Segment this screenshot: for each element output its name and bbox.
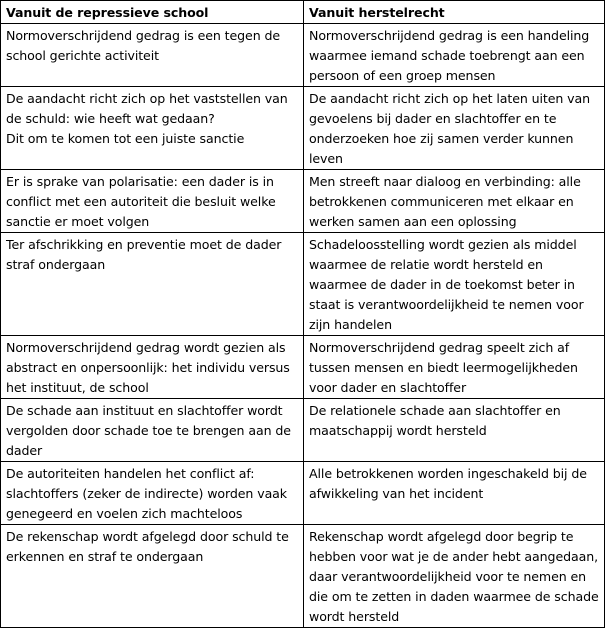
header-repressive: Vanuit de repressieve school [1, 1, 304, 24]
cell-restorative: De aandacht richt zich op het laten uiten van gevoelens bij dader en slachtoffer en te onderzoeken hoe zij samen verder kunnen leven [304, 87, 605, 170]
table-row [1, 336, 605, 399]
table-row [1, 233, 605, 336]
cell-restorative: Schadeloosstelling wordt gezien als middel waarmee de relatie wordt hersteld en waarmee de dader in de toekomst beter in staat is verantwoordelijkheid te nemen voor zijn handelen [304, 233, 605, 336]
cell-restorative: Alle betrokkenen worden ingeschakeld bij de afwikkeling van het incident [304, 462, 605, 525]
cell-repressive: Normoverschrijdend gedrag is een tegen de school gerichte activiteit [1, 24, 304, 87]
header-row [1, 1, 605, 24]
cell-repressive: De aandacht richt zich op het vaststellen van de schuld: wie heeft wat gedaan? Dit om te komen tot een juiste sanctie [1, 87, 304, 170]
table-row [1, 170, 605, 233]
header-restorative: Vanuit herstelrecht [304, 1, 605, 24]
cell-restorative: De relationele schade aan slachtoffer en maatschappij wordt hersteld [304, 399, 605, 462]
cell-repressive: De schade aan instituut en slachtoffer wordt vergolden door schade toe te brengen aan de dader [1, 399, 304, 462]
cell-repressive: Normoverschrijdend gedrag wordt gezien als abstract en onpersoonlijk: het individu versus het instituut, de school [1, 336, 304, 399]
table-row [1, 24, 605, 87]
cell-repressive: Er is sprake van polarisatie: een dader is in conflict met een autoriteit die besluit welke sanctie er moet volgen [1, 170, 304, 233]
table-row [1, 525, 605, 628]
table-row [1, 462, 605, 525]
cell-repressive: De rekenschap wordt afgelegd door schuld te erkennen en straf te ondergaan [1, 525, 304, 628]
cell-restorative: Men streeft naar dialoog en verbinding: alle betrokkenen communiceren met elkaar en werken samen aan een oplossing [304, 170, 605, 233]
cell-restorative: Normoverschrijdend gedrag speelt zich af tussen mensen en biedt leermogelijkheden voor dader en slachtoffer [304, 336, 605, 399]
cell-restorative: Rekenschap wordt afgelegd door begrip te hebben voor wat je de ander hebt aangedaan, daar verantwoordelijkheid voor te nemen en die om te zetten in daden waarmee de schade wordt hersteld [304, 525, 605, 628]
cell-repressive: De autoriteiten handelen het conflict af: slachtoffers (zeker de indirecte) worden vaak genegeerd en voelen zich machteloos [1, 462, 304, 525]
table-row [1, 399, 605, 462]
cell-restorative: Normoverschrijdend gedrag is een handeling waarmee iemand schade toebrengt aan een persoon of een groep mensen [304, 24, 605, 87]
table-row [1, 87, 605, 170]
cell-repressive: Ter afschrikking en preventie moet de dader straf ondergaan [1, 233, 304, 336]
